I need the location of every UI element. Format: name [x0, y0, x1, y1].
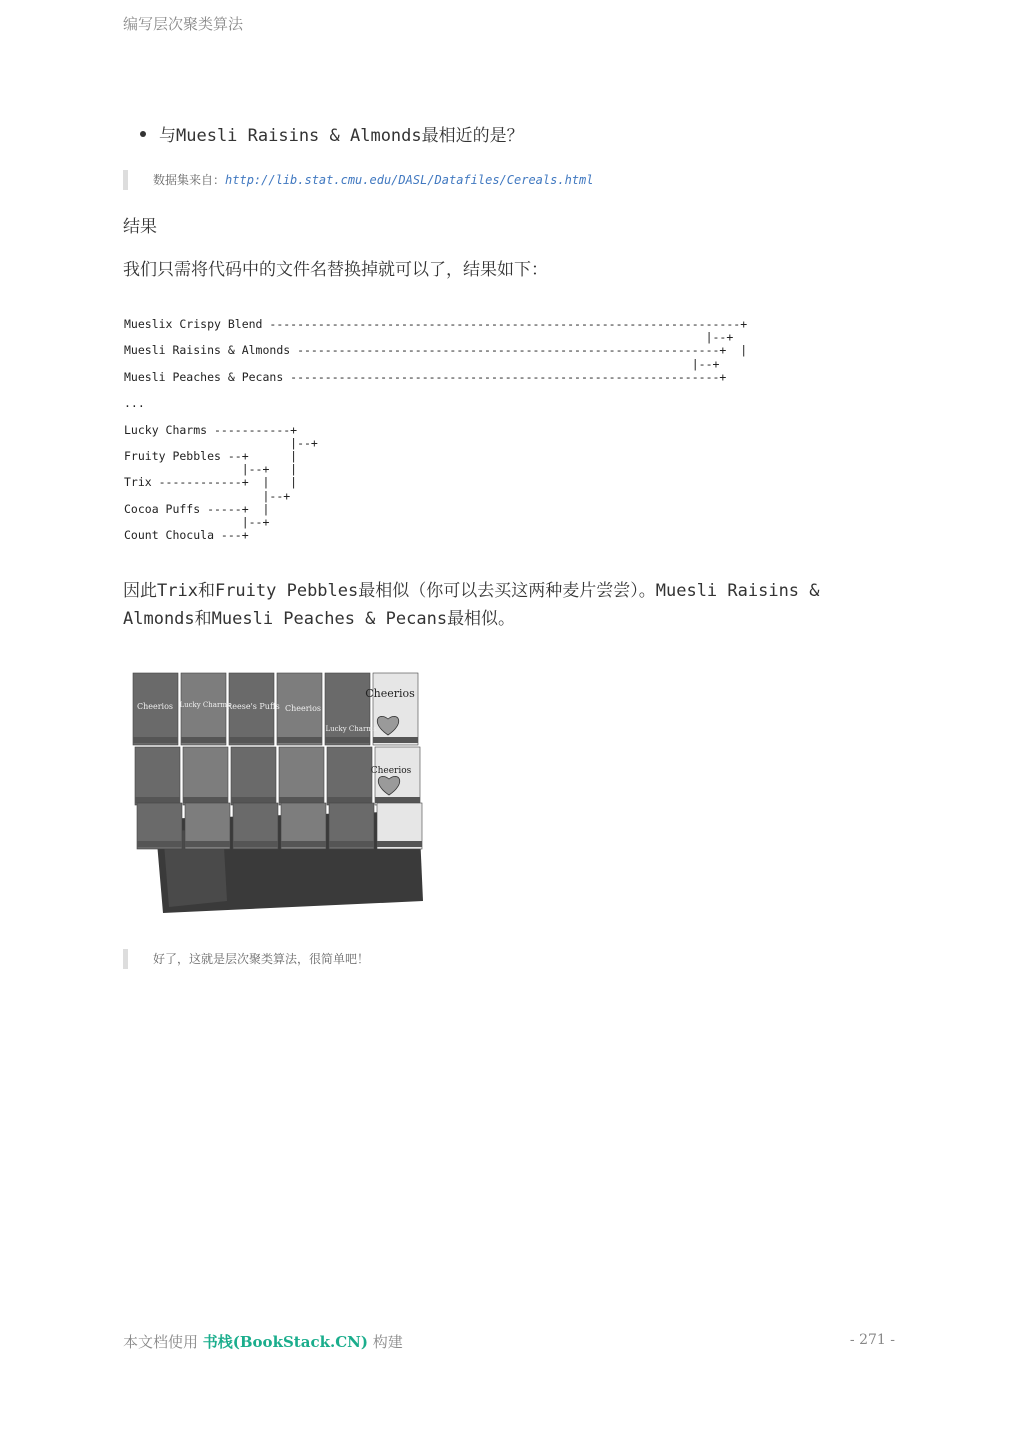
conclusion-text: 最相似。: [447, 609, 516, 629]
conclusion-paragraph: [123, 577, 883, 633]
conclusion-text: 和: [197, 581, 215, 601]
shelf-band: [229, 737, 274, 743]
box-brand-label: Reese's Puffs: [226, 702, 280, 711]
cereal-box: [181, 673, 226, 745]
cereal-box: [325, 673, 370, 745]
section-title: 结果: [123, 217, 157, 237]
shelf-band: [279, 797, 324, 803]
shelf-band: [329, 841, 374, 847]
footer-credit: [123, 1331, 403, 1352]
cereal-box: [327, 747, 372, 805]
cereal-name: Muesli Raisins & Almonds: [123, 581, 820, 629]
cereal-box: [375, 747, 420, 805]
question-cereal-name: Muesli Raisins & Almonds: [176, 126, 422, 146]
box-brand-label: Cheerios: [136, 702, 174, 711]
intro-paragraph: 我们只需将代码中的文件名替换掉就可以了，结果如下：: [123, 260, 548, 280]
box-brand-label: Lucky Charms: [179, 701, 231, 709]
shelf-band: [231, 797, 276, 803]
cereal-name: Fruity Pebbles: [214, 581, 359, 601]
shelf-band: [185, 841, 230, 847]
shelf-band: [135, 797, 180, 803]
question-prefix: 与: [159, 126, 176, 146]
dendrogram-output: Mueslix Crispy Blend --------------------------------------------------------------------+ |--+ Muesli Raisins & Almonds -------------------------------------------------------------+ | |--+ Muesli Peaches & Pecans --------------------------------------------------------------+ ... Lucky Charms -----------+ |--+ Fruity Pebbles --+ | |--+ | Trix ------------+ | | |--+ Cocoa Puffs -----+ | |--+ Count Chocula ---+: [124, 317, 748, 543]
shelf-band: [375, 797, 420, 803]
shelf-band: [233, 841, 278, 847]
cereal-box: [231, 747, 276, 805]
cereal-display-photo: [123, 661, 441, 917]
footer-suffix: 构建: [367, 1333, 403, 1351]
shelf-band: [377, 841, 422, 847]
shelf-band: [327, 797, 372, 803]
cereal-name: Trix: [157, 581, 198, 601]
shelf-band: [277, 737, 322, 743]
source-link[interactable]: http://lib.stat.cmu.edu/DASL/Datafiles/Cereals.html: [225, 173, 594, 187]
bookstack-link[interactable]: 书栈(BookStack.CN): [202, 1333, 368, 1351]
box-brand-label: Lucky Charms: [325, 725, 377, 733]
page-number: - 271 -: [849, 1332, 895, 1348]
closing-note: 好了，这就是层次聚类算法，很简单吧！: [123, 949, 873, 969]
conclusion-text: 因此: [123, 581, 157, 601]
cereal-box: [183, 747, 228, 805]
shelf-band: [373, 737, 418, 743]
box-brand-label: Cheerios: [370, 766, 412, 776]
cereal-box: [373, 673, 418, 745]
source-note: [123, 170, 873, 190]
shelf-band: [183, 797, 228, 803]
conclusion-text: 最相似（你可以去买这两种麦片尝尝）。: [358, 581, 656, 601]
shelf-band: [281, 841, 326, 847]
question-list: [123, 121, 524, 146]
footer-prefix: 本文档使用: [123, 1333, 203, 1351]
cereal-box: [279, 747, 324, 805]
cereal-name: Muesli Peaches & Pecans: [211, 609, 448, 629]
shelf-band: [181, 737, 226, 743]
box-brand-label: Cheerios: [365, 687, 415, 700]
box-brand-label: Cheerios: [284, 704, 322, 713]
conclusion-text: 和: [194, 609, 212, 629]
cereal-box: [135, 747, 180, 805]
running-header: 编写层次聚类算法: [123, 15, 244, 33]
question-suffix: 最相近的是？: [421, 126, 524, 146]
shelf-band: [137, 841, 182, 847]
shelf-band: [325, 737, 370, 743]
source-label: 数据集来自：: [153, 173, 226, 187]
question-item: [123, 121, 524, 146]
shelf-band: [133, 737, 178, 743]
